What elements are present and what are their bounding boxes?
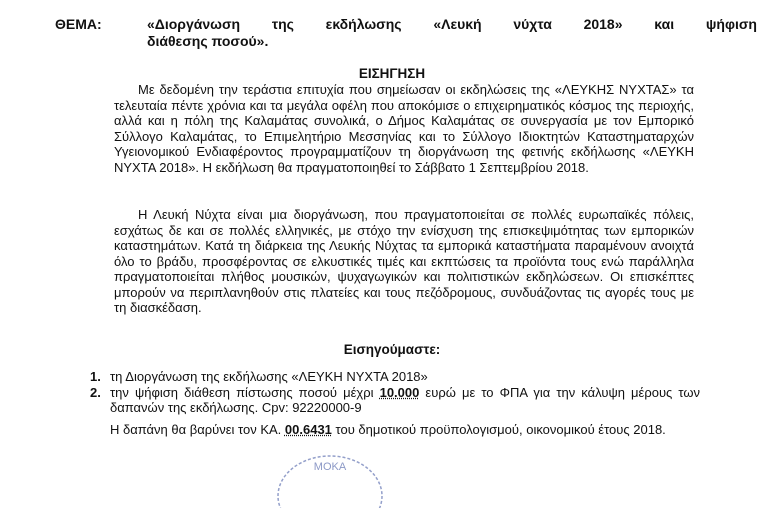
proposal-heading: Εισηγούμαστε:: [343, 342, 441, 357]
cost-text-pre: Η δαπάνη θα βαρύνει τον ΚΑ.: [110, 422, 285, 437]
paragraph-1-text: Με δεδομένη την τεράστια επιτυχία που σημείωσαν οι εκδηλώσεις της «ΛΕΥΚΗΣ ΝΥΧΤΑΣ» τα τελευταία πέντε χρόνια και τα μεγάλα οφέλη που αποκόμισε ο επιχειρηματικός κόσμος της περιοχής, αλλά και η πόλη της Καλαμάτας συνολικά, ο Δήμος Καλαμάτας σε συνεργασία με τον Εμπορικό Σύλλογο Καλαμάτας, το Επιμελητήριο Μεσσηνίας και το Σύλλογο Ιδιοκτητών Καταστηματαρχών Υγειονομικού Ενδιαφέροντος προγραμματίζουν τη διοργάνωση της φετινής εκδήλωσης «ΛΕΥΚΗ ΝΥΧΤΑ 2018». Η εκδήλωση θα πραγματοποιηθεί το Σάββατο 1 Σεπτεμβρίου 2018.: [114, 82, 694, 175]
budget-code: 00.6431: [284, 422, 332, 437]
municipal-seal-stamp: [270, 448, 390, 508]
list-item-text: [110, 385, 700, 416]
amount-value: 10.000: [379, 384, 420, 400]
cost-statement: [110, 422, 700, 438]
proposal-list: [90, 369, 700, 416]
subject-label: ΘΕΜΑ:: [55, 16, 102, 32]
subject-line-2: διάθεσης ποσού».: [147, 33, 269, 49]
subject-line-1: «Διοργάνωση της εκδήλωσης «Λευκή νύχτα 2018» και ψήφιση: [147, 16, 757, 32]
paragraph-1: [114, 82, 694, 175]
list-item: [90, 385, 700, 416]
list-item-text-pre: την ψήφιση διάθεση πίστωσης ποσού μέχρι: [110, 384, 380, 400]
list-item-text-post: ευρώ με το ΦΠΑ για την κάλυψη μέρους των δαπανών της εκδήλωσης. Cpv: 92220000-9: [110, 384, 700, 415]
list-item-number: 2.: [90, 384, 101, 400]
list-item-number: 1.: [90, 369, 101, 384]
paragraph-2-text: Η Λευκή Νύχτα είναι μια διοργάνωση, που πραγματοποιείται σε πολλές ευρωπαϊκές πόλεις, εσχάτως δε και σε πολλές ελληνικές, με στόχο την ενίσχυση της επισκεψιμότητας των εμπορικών καταστημάτων. Κατά τη διάρκεια της Λευκής Νύχτας τα εμπορικά καταστήματα παραμένουν ανοιχτά όλο το βράδυ, προσφέροντας σε ελκυστικές τιμές και εκπτώσεις τα προϊόντα τους ενώ παράλληλα πραγματοποιείται πλήθος μουσικών, ψυχαγωγικών και πολιτιστικών εκδηλώσεων. Οι επισκέπτες μπορούν να περιπλανηθούν στις πλατείες και τους πεζόδρομους, συνδυάζοντας τις αγορές τους με τη διασκέδαση.: [114, 207, 694, 315]
list-item-text: τη Διοργάνωση της εκδήλωσης «ΛΕΥΚΗ ΝΥΧΤΑ 2018»: [110, 369, 428, 384]
paragraph-2: [114, 207, 694, 316]
list-item: [90, 369, 700, 385]
stamp-text: ΜΟΚΑ: [313, 461, 347, 473]
cost-text-post: του δημοτικού προϋπολογισμού, οικονομικού έτους 2018.: [331, 422, 666, 437]
report-heading: ΕΙΣΗΓΗΣΗ: [358, 66, 426, 81]
